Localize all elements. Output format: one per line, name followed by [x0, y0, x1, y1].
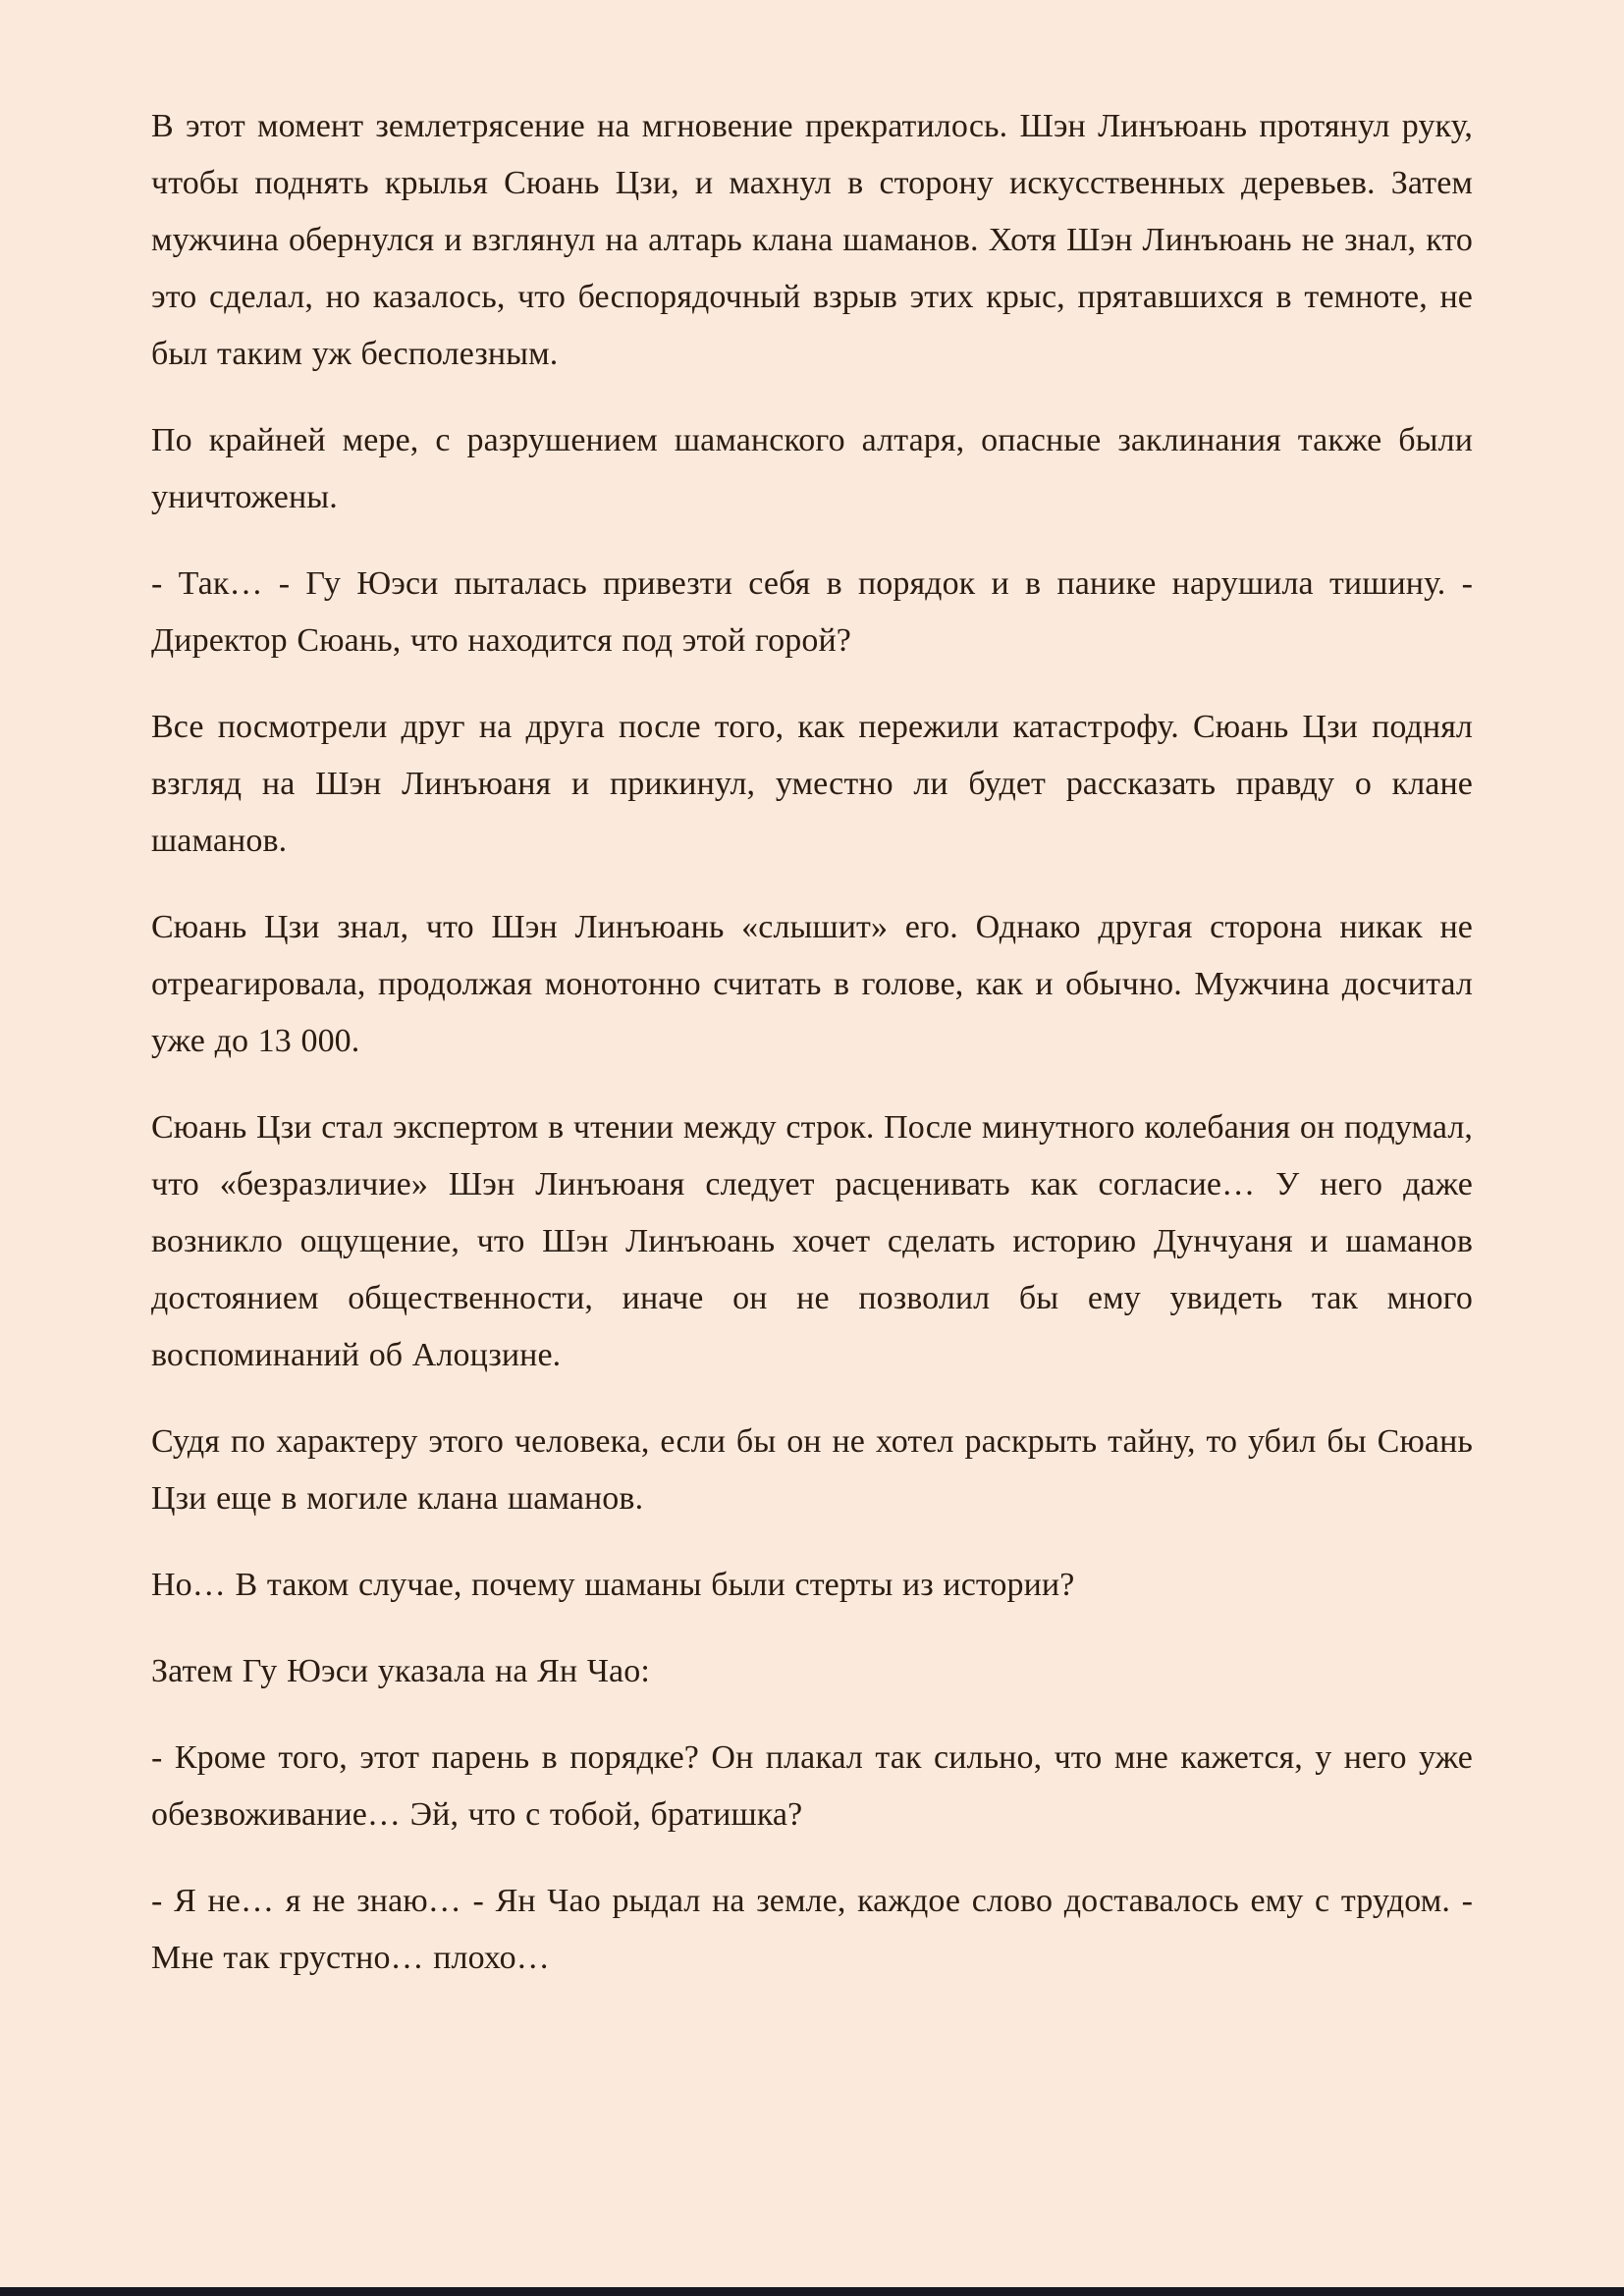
paragraph: - Я не… я не знаю… - Ян Чао рыдал на земле, каждое слово доставалось ему с трудом. - Мне так грустно… плохо…	[151, 1883, 1473, 1976]
paragraph: Затем Гу Юэси указала на Ян Чао:	[151, 1653, 650, 1689]
paragraph: Сюань Цзи стал экспертом в чтении между строк. После минутного колебания он подумал, что «безразличие» Шэн Линъюаня следует расценивать как согласие… У него даже возникло ощущение, что Шэн Линъюань хочет сделать историю Дунчуаня и шаманов достоянием общественности, иначе он не позволил бы ему увидеть так много воспоминаний об Алоцзине.	[151, 1109, 1473, 1373]
bottom-bar	[0, 2287, 1624, 2296]
paragraph: - Так… - Гу Юэси пыталась привезти себя в порядок и в панике нарушила тишину. - Директор Сюань, что находится под этой горой?	[151, 565, 1473, 659]
paragraph: По крайней мере, с разрушением шаманского алтаря, опасные заклинания также были уничтожены.	[151, 422, 1473, 515]
paragraph: В этот момент землетрясение на мгновение прекратилось. Шэн Линъюань протянул руку, чтобы поднять крылья Сюань Цзи, и махнул в сторону искусственных деревьев. Затем мужчина обернулся и взглянул на алтарь клана шаманов. Хотя Шэн Линъюань не знал, кто это сделал, но казалось, что беспорядочный взрыв этих крыс, прятавшихся в темноте, не был таким уж бесполезным.	[151, 108, 1473, 372]
paragraph: Судя по характеру этого человека, если бы он не хотел раскрыть тайну, то убил бы Сюань Цзи еще в могиле клана шаманов.	[151, 1423, 1473, 1517]
paragraph: Все посмотрели друг на друга после того, как пережили катастрофу. Сюань Цзи поднял взгляд на Шэн Линъюаня и прикинул, уместно ли будет рассказать правду о клане шаманов.	[151, 709, 1473, 859]
paragraph: - Кроме того, этот парень в порядке? Он плакал так сильно, что мне кажется, у него уже обезвоживание… Эй, что с тобой, братишка?	[151, 1739, 1473, 1833]
paragraph: Но… В таком случае, почему шаманы были стерты из истории?	[151, 1567, 1075, 1603]
paragraph: Сюань Цзи знал, что Шэн Линъюань «слышит» его. Однако другая сторона никак не отреагировала, продолжая монотонно считать в голове, как и обычно. Мужчина досчитал уже до 13 000.	[151, 909, 1473, 1059]
